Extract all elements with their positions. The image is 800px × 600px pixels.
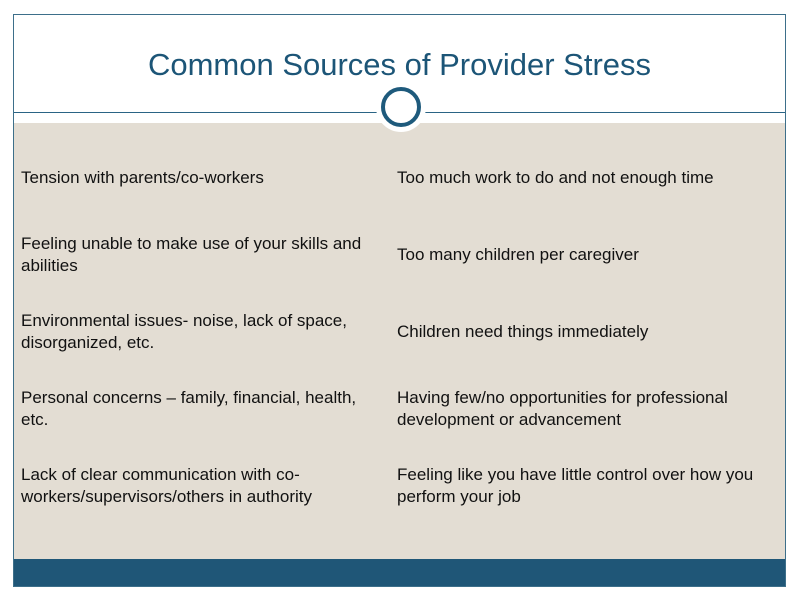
stress-source-left: Feeling unable to make use of your skills and abilities [21, 233, 362, 275]
stress-source-left: Tension with parents/co-workers [21, 167, 264, 187]
table-row [21, 293, 761, 370]
stress-source-right: Too many children per caregiver [397, 244, 639, 264]
stress-source-left: Environmental issues- noise, lack of space, disorganized, etc. [21, 310, 347, 352]
stress-source-right: Children need things immediately [397, 321, 649, 341]
table-row [21, 139, 761, 216]
stress-source-left: Personal concerns – family, financial, health, etc. [21, 387, 357, 429]
stress-source-right: Feeling like you have little control over how you perform your job [397, 464, 754, 506]
stress-source-right: Too much work to do and not enough time [397, 167, 714, 187]
circle-ornament-icon [381, 87, 421, 127]
stress-source-left: Lack of clear communication with co-workers/supervisors/others in authority [21, 464, 313, 506]
stress-sources-grid [21, 139, 761, 524]
slide-title: Common Sources of Provider Stress [147, 47, 652, 82]
table-row [21, 370, 761, 447]
table-row [21, 447, 761, 524]
footer-bar [14, 559, 785, 587]
stress-source-right: Having few/no opportunities for professional development or advancement [397, 387, 728, 429]
table-row [21, 216, 761, 293]
